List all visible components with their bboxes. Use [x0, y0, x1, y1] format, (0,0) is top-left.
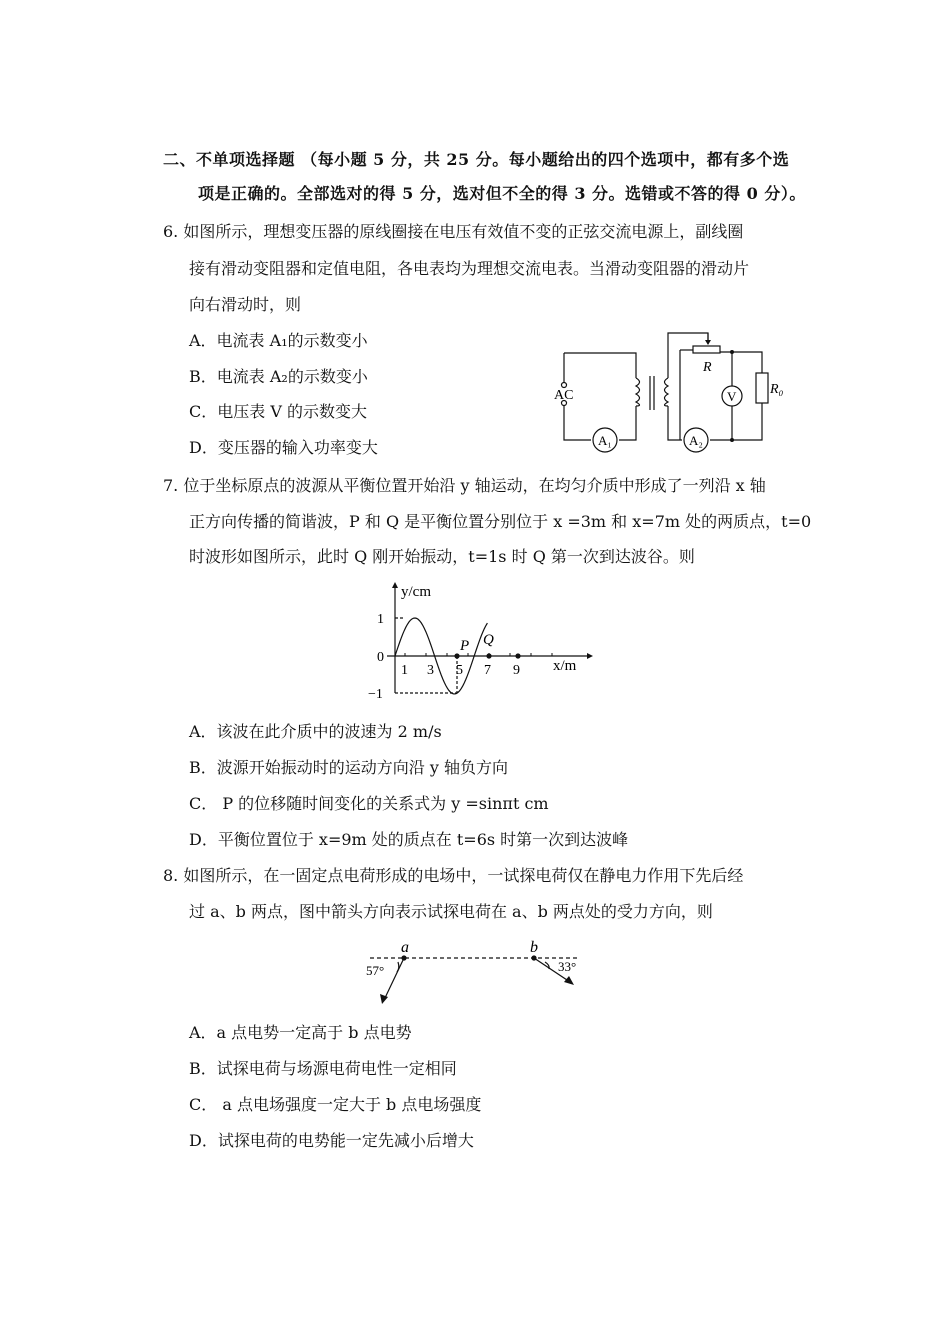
section-heading-line1: 二、不单项选择题 （每小题 5 分，共 25 分。每小题给出的四个选项中，都有多个选 [163, 150, 790, 169]
q7-stem-line1: 7. 位于坐标原点的波源从平衡位置开始沿 y 轴运动，在均匀介质中形成了一列沿 x 轴 [163, 476, 766, 495]
q8-angle-b: 33° [558, 959, 577, 974]
q7-point-q [486, 653, 491, 658]
q7-option-a: A．该波在此介质中的波速为 2 m/s [189, 722, 442, 741]
q6-option-d: D．变压器的输入功率变大 [189, 438, 378, 457]
q6-stem-line1: 6. 如图所示，理想变压器的原线圈接在电压有效值不变的正弦交流电源上，副线圈 [163, 222, 744, 241]
q6-option-c: C．电压表 V 的示数变大 [189, 402, 367, 421]
q6-circuit-diagram [550, 328, 790, 458]
q8-point-b [531, 955, 536, 960]
q8-option-b: B．试探电荷与场源电荷电性一定相同 [189, 1059, 457, 1078]
q7-xtick-7: 7 [484, 663, 491, 678]
q6-voltmeter-label: V [727, 389, 737, 404]
q8-label-b: b [530, 939, 538, 956]
q7-wave-graph [365, 580, 605, 700]
q6-stem-line2: 接有滑动变阻器和定值电阻，各电表均为理想交流电表。当滑动变阻器的滑动片 [189, 259, 750, 278]
q7-point-p [454, 653, 459, 658]
q7-option-c: C． P 的位移随时间变化的关系式为 y =sinπt cm [189, 794, 549, 813]
q6-option-b: B．电流表 A₂的示数变小 [189, 367, 368, 386]
q7-ylabel: y/cm [401, 584, 431, 600]
q7-point-x9 [515, 653, 520, 658]
q7-xtick-5: 5 [456, 663, 463, 678]
q7-xtick-9: 9 [513, 663, 520, 678]
q6-resistor-label: R₀ [770, 382, 784, 397]
q7-stem-line2: 正方向传播的简谐波，P 和 Q 是平衡位置分别位于 x =3m 和 x=7m 处的两质点，t=0 [189, 512, 812, 531]
q8-option-d: D．试探电荷的电势能一定先减小后增大 [189, 1131, 474, 1150]
q7-option-d: D．平衡位置位于 x=9m 处的质点在 t=6s 时第一次到达波峰 [189, 830, 629, 849]
section-heading-line2: 项是正确的。全部选对的得 5 分，选对但不全的得 3 分。选错或不答的得 0 分）。 [198, 184, 806, 203]
q8-stem-line1: 8. 如图所示，在一固定点电荷形成的电场中，一试探电荷仅在静电力作用下先后经 [163, 866, 744, 885]
q6-source-label: AC [554, 388, 574, 403]
q7-ytick-1: 1 [377, 612, 384, 627]
q6-rheostat-label: R [703, 360, 712, 375]
q8-label-a: a [401, 939, 409, 956]
q7-xtick-3: 3 [427, 663, 434, 678]
q8-option-a: A．a 点电势一定高于 b 点电势 [189, 1023, 412, 1042]
q8-force-diagram [360, 938, 590, 1018]
q7-ytick-0: 0 [377, 650, 384, 665]
q8-stem-line2: 过 a、b 两点，图中箭头方向表示试探电荷在 a、b 两点处的受力方向，则 [189, 902, 713, 921]
q6-ammeter2-label: A₂ [689, 433, 703, 448]
q6-ammeter1-label: A₁ [598, 433, 612, 448]
q7-stem-line3: 时波形如图所示，此时 Q 刚开始振动，t=1s 时 Q 第一次到达波谷。则 [189, 547, 695, 566]
q8-angle-a: 57° [366, 963, 385, 978]
q8-point-a [401, 955, 406, 960]
q7-xtick-1: 1 [401, 663, 408, 678]
q6-option-a: A．电流表 A₁的示数变小 [189, 331, 368, 350]
q8-option-c: C． a 点电场强度一定大于 b 点电场强度 [189, 1095, 482, 1114]
q7-label-q: Q [483, 632, 494, 648]
q7-label-p: P [460, 638, 470, 654]
q6-stem-line3: 向右滑动时，则 [189, 295, 302, 314]
q7-option-b: B．波源开始振动时的运动方向沿 y 轴负方向 [189, 758, 508, 777]
q7-xlabel: x/m [553, 658, 577, 674]
q7-ytick-neg1: −1 [368, 687, 383, 700]
